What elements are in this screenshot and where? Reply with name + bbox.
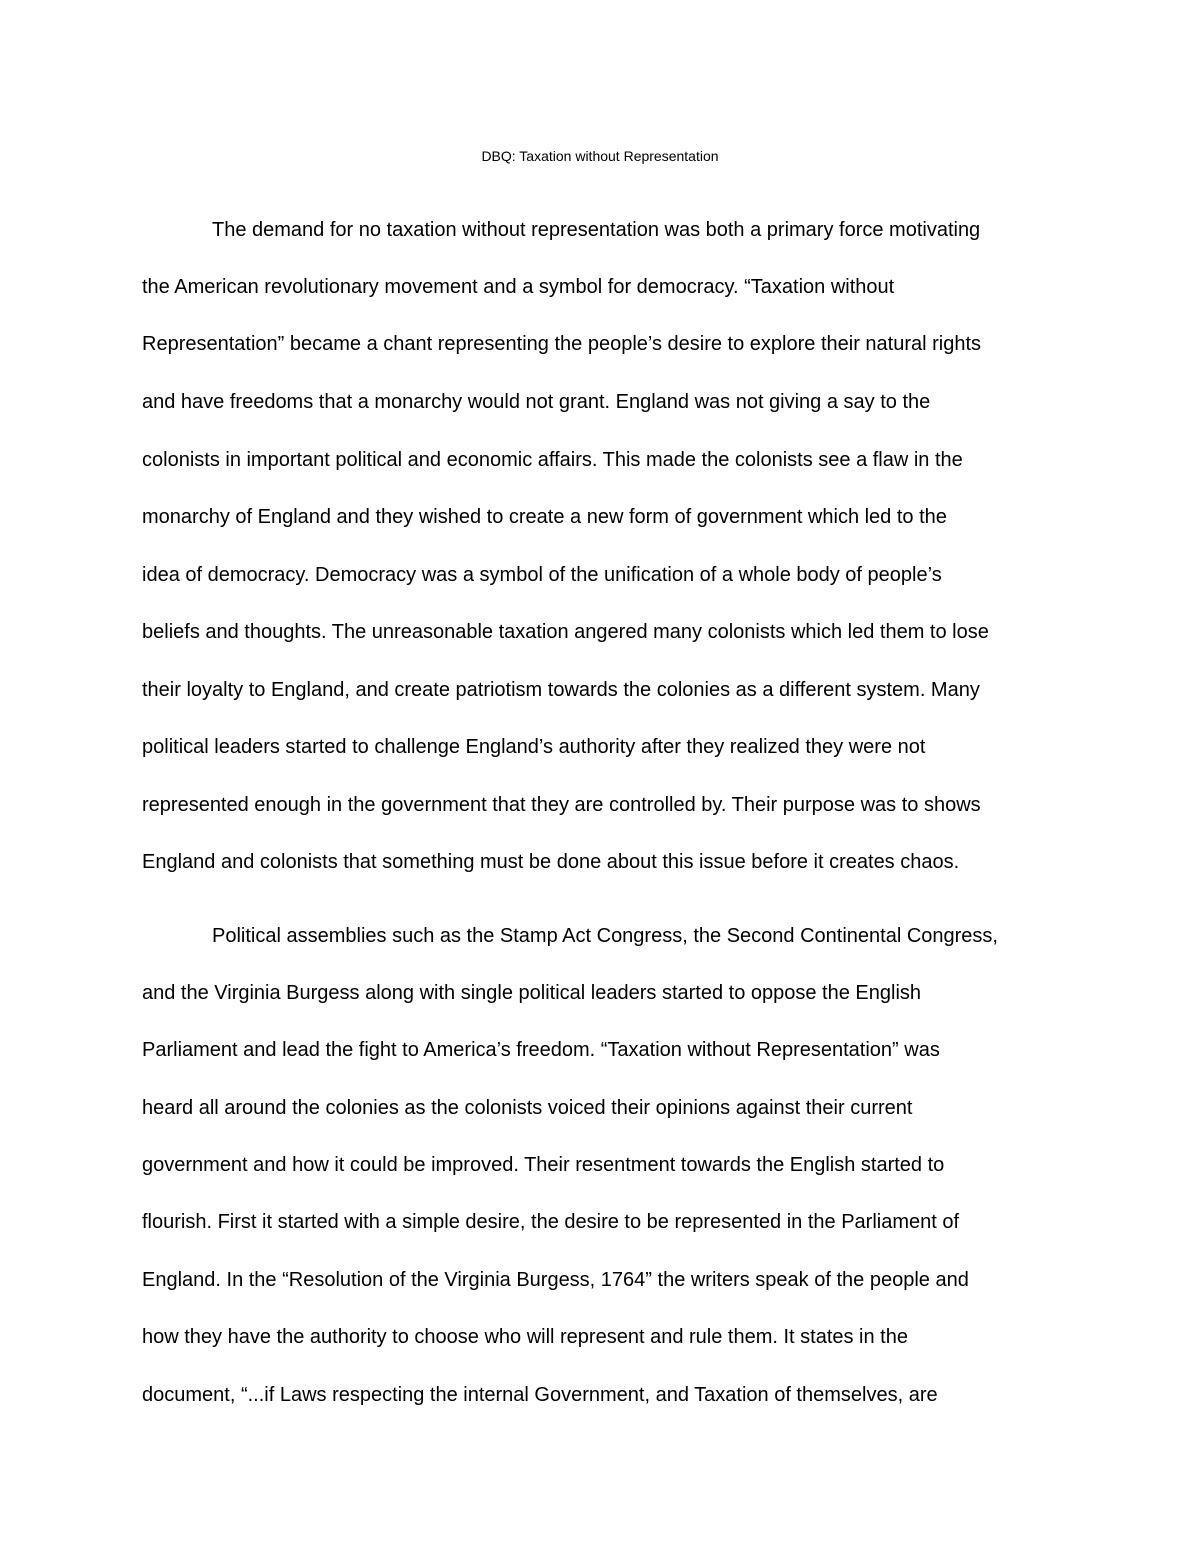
paragraph-line: and the Virginia Burgess along with single political leaders started to oppose the English <box>142 982 922 1004</box>
paragraph-line: monarchy of England and they wished to create a new form of government which led to the <box>142 506 947 528</box>
paragraph-line: and have freedoms that a monarchy would not grant. England was not giving a say to the <box>142 391 931 413</box>
paragraph-line: document, “...if Laws respecting the internal Government, and Taxation of themselves, are <box>142 1384 938 1406</box>
paragraph-line: Political assemblies such as the Stamp Act Congress, the Second Continental Congress, <box>212 925 998 947</box>
paragraph-line: flourish. First it started with a simple desire, the desire to be represented in the Parliament of <box>142 1211 960 1233</box>
paragraph-line: heard all around the colonies as the colonists voiced their opinions against their current <box>142 1097 913 1119</box>
paragraph-line: Representation” became a chant representing the people’s desire to explore their natural rights <box>142 333 982 355</box>
document-title: DBQ: Taxation without Representation <box>481 148 719 164</box>
paragraph-line: how they have the authority to choose who will represent and rule them. It states in the <box>142 1326 908 1348</box>
paragraph-line: represented enough in the government that they are controlled by. Their purpose was to shows <box>142 794 981 816</box>
paragraph-line: The demand for no taxation without representation was both a primary force motivating <box>212 219 981 241</box>
paragraph-line: colonists in important political and economic affairs. This made the colonists see a flaw in the <box>142 449 963 471</box>
paragraph-line: their loyalty to England, and create patriotism towards the colonies as a different system. Many <box>142 679 980 701</box>
paragraph-line: political leaders started to challenge England’s authority after they realized they were not <box>142 736 926 758</box>
paragraph-line: England and colonists that something must be done about this issue before it creates chaos. <box>142 851 960 873</box>
paragraph-line: the American revolutionary movement and a symbol for democracy. “Taxation without <box>142 276 895 298</box>
paragraph-line: government and how it could be improved. Their resentment towards the English started to <box>142 1154 945 1176</box>
paragraph-line: beliefs and thoughts. The unreasonable taxation angered many colonists which led them to lose <box>142 621 989 643</box>
paragraph-line: England. In the “Resolution of the Virginia Burgess, 1764” the writers speak of the people and <box>142 1269 969 1291</box>
paragraph-line: Parliament and lead the fight to America’s freedom. “Taxation without Representation” was <box>142 1039 940 1061</box>
paragraph-line: idea of democracy. Democracy was a symbol of the unification of a whole body of people’s <box>142 564 942 586</box>
